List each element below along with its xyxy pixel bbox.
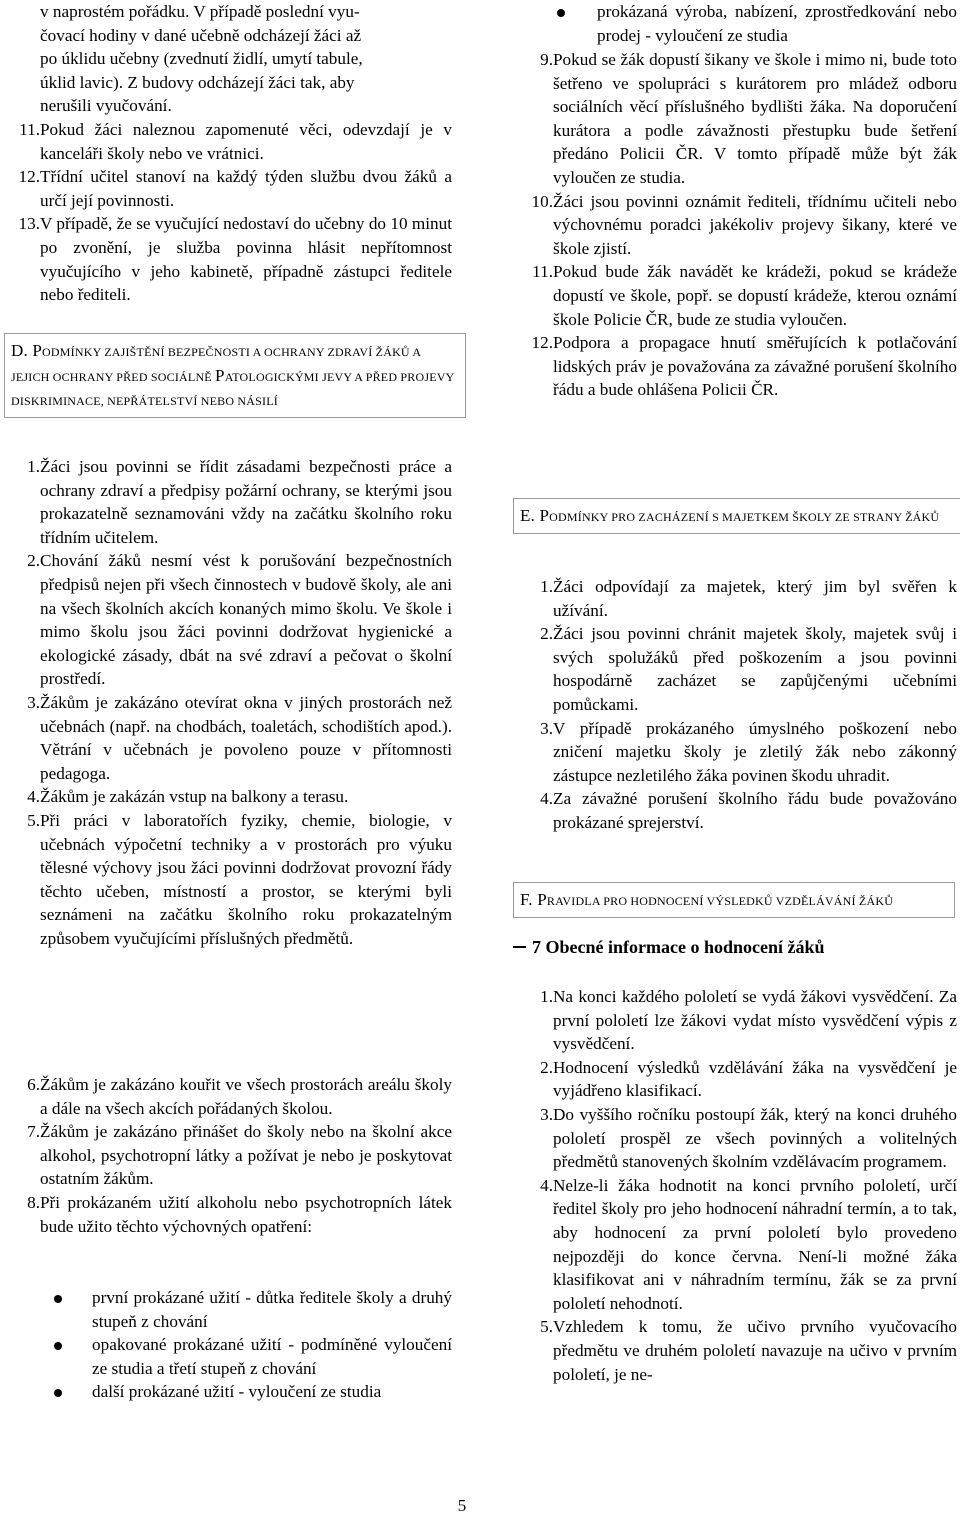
bullet-icon bbox=[54, 1389, 62, 1397]
measures-bullet-list bbox=[0, 1286, 452, 1404]
list-item: 10. Žáci jsou povinni oznámit řediteli, třídnímu učiteli nebo výchovnému poradci jakékoliv projevy šikany, které ve škole zjistí. bbox=[531, 191, 957, 258]
list-item: 3. Do vyššího ročníku postoupí žák, který na konci druhého pololetí prospěl ze všech povinných a volitelných předmětů stanovených školním vzdělávacím programem. bbox=[540, 1104, 957, 1172]
list-item: 4. Za závažné porušení školního řádu bude považováno prokázané sprejerství. bbox=[540, 789, 957, 832]
section-d-heading: D. PODMÍNKY ZAJIŠTĚNÍ BEZPEČNOSTI A OCHRANY ZDRAVÍ ŽÁKŮ A JEJICH OCHRANY PŘED SOCIÁLNĚ PATOLOGICKÝMI JEVY A PŘED PROJEVY DISKRIMINACE, NEPŘÁTELSTVÍ NEBO NÁSILÍ bbox=[4, 333, 466, 418]
measures-bullet-list-continued bbox=[513, 0, 957, 47]
list-item: 7. Žákům je zakázáno přinášet do školy nebo na školní akce alkohol, psychotropní látky a požívat je nebo je poskytovat ostatním žákům. bbox=[27, 1122, 452, 1189]
list-item: 8. Při prokázaném užití alkoholu nebo psychotropních látek bude užito těchto výchovných opatření: bbox=[27, 1192, 452, 1236]
intro-line: po úklidu učebny (zvednutí židlí, umytí tabule, bbox=[40, 49, 363, 69]
list-item: 6. Žákům je zakázáno kouřit ve všech prostorách areálu školy a dále na všech akcích pořádaných školou. bbox=[27, 1075, 452, 1118]
list-item: 5. Vzhledem k tomu, že učivo prvního vyučovacího předmětu ve druhém pololetí navazuje na učivo v prvním pololetí, je ne- bbox=[540, 1317, 957, 1384]
intro-paragraph bbox=[40, 0, 452, 118]
list-item: 11. Pokud žáci naleznou zapomenuté věci, odevzdají je v kanceláři školy nebo ve vrátnici. bbox=[19, 120, 452, 163]
list-e bbox=[513, 575, 957, 835]
intro-line: úklid lavic). Z budovy odcházejí žáci tak, aby bbox=[40, 72, 355, 92]
list-d-right bbox=[513, 48, 957, 402]
list-item: 5. Při práci v laboratořích fyziky, chemie, biologie, v učebnách výpočetní techniky a v prostorách pro výuku tělesné výchovy jsou žáci povinni dodržovat provozní řády těchto učeben, místností a prostor, se kterými byli seznámeni na začátku školního roku prokazatelným způsobem vyučujícími příslušných předmětů. bbox=[27, 810, 452, 948]
section-e-heading: E. PODMÍNKY PRO ZACHÁZENÍ S MAJETKEM ŠKOLY ZE STRANY ŽÁKŮ bbox=[513, 498, 960, 534]
list-d-continued bbox=[0, 1073, 452, 1238]
list-d bbox=[0, 455, 452, 950]
bullet-icon bbox=[54, 1295, 62, 1303]
list-7 bbox=[513, 985, 957, 1386]
bullet-icon bbox=[54, 1342, 62, 1350]
list-item: 1. Žáci jsou povinni se řídit zásadami bezpečnosti práce a ochrany zdraví a předpisy požární ochrany, se kterými jsou prokazatelně seznamováni vždy na začátku školního roku třídním učitelem. bbox=[27, 457, 452, 547]
section-f-heading: F. PRAVIDLA PRO HODNOCENÍ VÝSLEDKŮ VZDĚLÁVÁNÍ ŽÁKŮ bbox=[513, 882, 955, 918]
intro-line: v naprostém pořádku. V případě poslední vyu- bbox=[40, 2, 360, 21]
heading-7: 7 Obecné informace o hodnocení žáků bbox=[513, 936, 825, 960]
list-item: 2. Hodnocení výsledků vzdělávání žáka na vysvědčení je vyjádřeno klasifikací. bbox=[540, 1057, 957, 1101]
list-item: 3. Žákům je zakázáno otevírat okna v jiných prostorách než učebnách (např. na chodbách, toaletách, schodištích apod.). Větrání v učebnách je povoleno pouze v přítomnosti pedagoga. bbox=[27, 692, 452, 783]
list-item: 12. Třídní učitel stanoví na každý týden službu dvou žáků a určí její povinnosti. bbox=[18, 167, 452, 210]
heading-marker-icon bbox=[513, 946, 526, 949]
list-item: 4. Žákům je zakázán vstup na balkony a terasu. bbox=[27, 787, 349, 807]
page-number: 5 bbox=[457, 1496, 467, 1515]
list-item: 9. Pokud se žák dopustí šikany ve škole i mimo ni, bude toto šetřeno ve spolupráci s kurátorem pro mládež odboru sociálních věcí příslušného bydlišti žáka. Na doporučení kurátora a podle závažnosti přestupku bude šetření předáno Policii ČR. V tomto případě může být žák vyloučen ze studia. bbox=[540, 50, 957, 187]
list-item: 1. Žáci odpovídají za majetek, který jim byl svěřen k užívání. bbox=[540, 577, 957, 620]
list-item: 2. Žáci jsou povinni chránit majetek školy, majetek svůj i svých spolužáků před poškozením a jsou povinni hospodárně zacházet se zapůjčenými učebními pomůckami. bbox=[540, 624, 957, 714]
bullet-item: opakované prokázané užití - podmíněné vyloučení ze studia a třetí stupeň z chování bbox=[0, 1333, 452, 1380]
intro-line: čovací hodiny v dané učebně odcházejí žáci až bbox=[40, 25, 362, 45]
list-item: 12. Podpora a propagace hnutí směřujících k potlačování lidských práv je považována za závažné porušení školního řádu a bude ohlášena Policii ČR. bbox=[531, 333, 957, 400]
list-item: 2. Chování žáků nesmí vést k porušování bezpečnostních předpisů nejen při všech činnostech v budově školy, ale ani na všech školních akcích konaných mimo školu. Ve škole i mimo školu jsou žáci povinni dodržovat hygienické a ekologické zásady, dbát na své zdraví a pečovat o školní prostředí. bbox=[27, 551, 452, 689]
bullet-icon bbox=[557, 9, 565, 17]
list-item: 4. Nelze-li žáka hodnotit na konci prvního pololetí, určí ředitel školy pro jeho hodnocení náhradní termín, a to tak, aby hodnocení za první pololetí bylo provedeno nejpozději do konce června. Není-li možné žáka klasifikovat ani v náhradním termínu, žák se za první pololetí nehodnotí. bbox=[540, 1175, 957, 1313]
list-item: 3. V případě prokázaného úmyslného poškození nebo zničení majetku školy je zletilý žák nebo zákonný zástupce nezletilého žáka povinen škodu uhradit. bbox=[540, 718, 957, 785]
list-item: 11. Pokud bude žák navádět ke krádeži, pokud se krádeže dopustí ve škole, popř. se dopustí krádeže, kterou oznámí škole Policie ČR, bude ze studia vyloučen. bbox=[532, 262, 957, 329]
intro-line: nerušili vyučování. bbox=[40, 96, 172, 116]
list-c-continued bbox=[0, 118, 452, 307]
bullet-item: prokázaná výroba, nabízení, zprostředkování nebo prodej - vyloučení ze studia bbox=[513, 0, 957, 47]
list-item: 13. V případě, že se vyučující nedostaví do učebny do 10 minut po zvonění, je služba povinna hlásit nepřítomnost vyučujícího v jeho kabinetě, případně zástupci ředitele nebo řediteli. bbox=[18, 214, 452, 305]
bullet-item: další prokázané užití - vyloučení ze studia bbox=[0, 1380, 452, 1404]
bullet-item: první prokázané užití - důtka ředitele školy a druhý stupeň z chování bbox=[0, 1286, 452, 1333]
list-item: 1. Na konci každého pololetí se vydá žákovi vysvědčení. Za první pololetí lze žákovi vydat místo vysvědčení výpis z vysvědčení. bbox=[540, 987, 957, 1054]
